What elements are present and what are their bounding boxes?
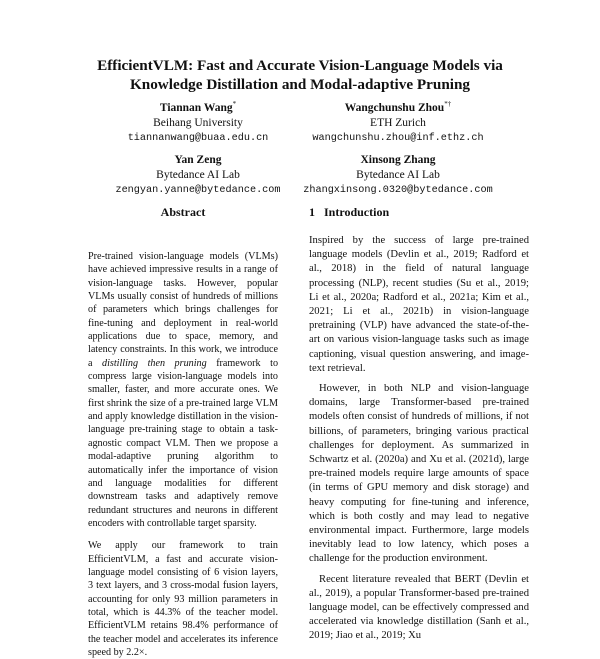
abstract-paragraph-1: Pre-trained vision-language models (VLMs) have achieved impressive results in a range of vision-language tasks. However, popular VLMs usually consist of hundreds of millions of parameters which brings challenges for fine-tuning and deployment in real-world applications due to space, memory, and latency constraints. In this work, we introduce a distilling then pruning framework to compress large vision-language models into smaller, faster, and more accurate ones. We first shrink the size of a pre-trained large VLM and apply knowledge distillation in the vision-language pre-training stage to obtain a task-agnostic compact VLM. Then we propose a modal-adaptive pruning algorithm to automatically infer the importance of vision and language modalities for different downstream tasks and adaptively remove redundant structures and neurons in different encoders with controllable target sparsity.: [88, 251, 279, 529]
introduction-body: [309, 234, 529, 644]
author-name: Wangchunshu Zhou*†: [344, 100, 452, 114]
author-affiliation: Bytedance AI Lab: [356, 168, 440, 181]
abstract-heading: Abstract: [160, 205, 206, 219]
section-title: Introduction: [324, 205, 390, 219]
author-affiliation: Bytedance AI Lab: [156, 168, 240, 181]
author-email: wangchunshu.zhou@inf.ethz.ch: [312, 132, 484, 144]
intro-paragraph-2: However, in both NLP and vision-language domains, large Transformer-based pre-trained models often consist of hundreds of millions, if not billions, of parameters, bringing various practical challenges for deployment. As summarized in Schwartz et al. (2020a) and Xu et al. (2021d), large pre-trained models require large amounts of space (in terms of GPU memory and disk storage) and heavy computing for fine-tuning and inference, which is both costly and may lead to negative environmental impact. Furthermore, large models inevitably lead to low latency, which poses a challenge for the production environment.: [309, 383, 529, 565]
author-block-4: [268, 149, 528, 198]
abstract-paragraph-2: We apply our framework to train EfficientVLM, a fast and accurate vision-language model consisting of 6 vision layers, 3 text layers, and 3 cross-modal fusion layers, accounting for only 93 million parameters in total, which is 44.3% of the teacher model. EfficientVLM retains 98.4% performance of the teacher model and accelerates its inference speed by 2.2×.: [88, 540, 278, 658]
emphasis-distilling-then-pruning: distilling then pruning: [102, 357, 207, 369]
author-email: tiannanwang@buaa.edu.cn: [127, 132, 269, 144]
author-affiliation: ETH Zurich: [370, 116, 426, 129]
intro-paragraph-3: Recent literature revealed that BERT (Devlin et al., 2019), a popular Transformer-based pre-trained language model, can be effectively compressed and accelerated via knowledge distillation (Sanh et al., 2019; Jiao et al., 2019; Xu: [309, 573, 529, 642]
author-email: zengyan.yanne@bytedance.com: [115, 184, 281, 196]
introduction-heading: [309, 205, 389, 220]
abstract-body: [88, 250, 278, 659]
author-name: Xinsong Zhang: [360, 153, 436, 166]
author-name: Yan Zeng: [174, 153, 222, 166]
title-line-1: EfficientVLM: Fast and Accurate Vision-Language Models via: [97, 57, 503, 74]
author-name: Tiannan Wang*: [159, 100, 237, 114]
author-email: zhangxinsong.0320@bytedance.com: [303, 184, 493, 196]
paper-title: [40, 56, 560, 94]
section-number: 1: [309, 205, 315, 219]
intro-paragraph-1: Inspired by the success of large pre-trained language models (Devlin et al., 2019; Radford et al., 2018) in the field of natural language processing (NLP), recent studies (Su et al., 2019; Li et al., 2020a; Radford et al., 2021a; Kim et al., 2021; Li et al., 2021b) in vision-language pretraining (VLP) have advanced the state-of-the-art on various vision-language tasks such as image captioning, visual question answering, and image-text retrieval.: [309, 235, 529, 374]
author-block-2: [268, 97, 528, 146]
title-line-2: Knowledge Distillation and Modal-adaptive Pruning: [129, 76, 471, 93]
author-affiliation: Beihang University: [153, 116, 243, 129]
